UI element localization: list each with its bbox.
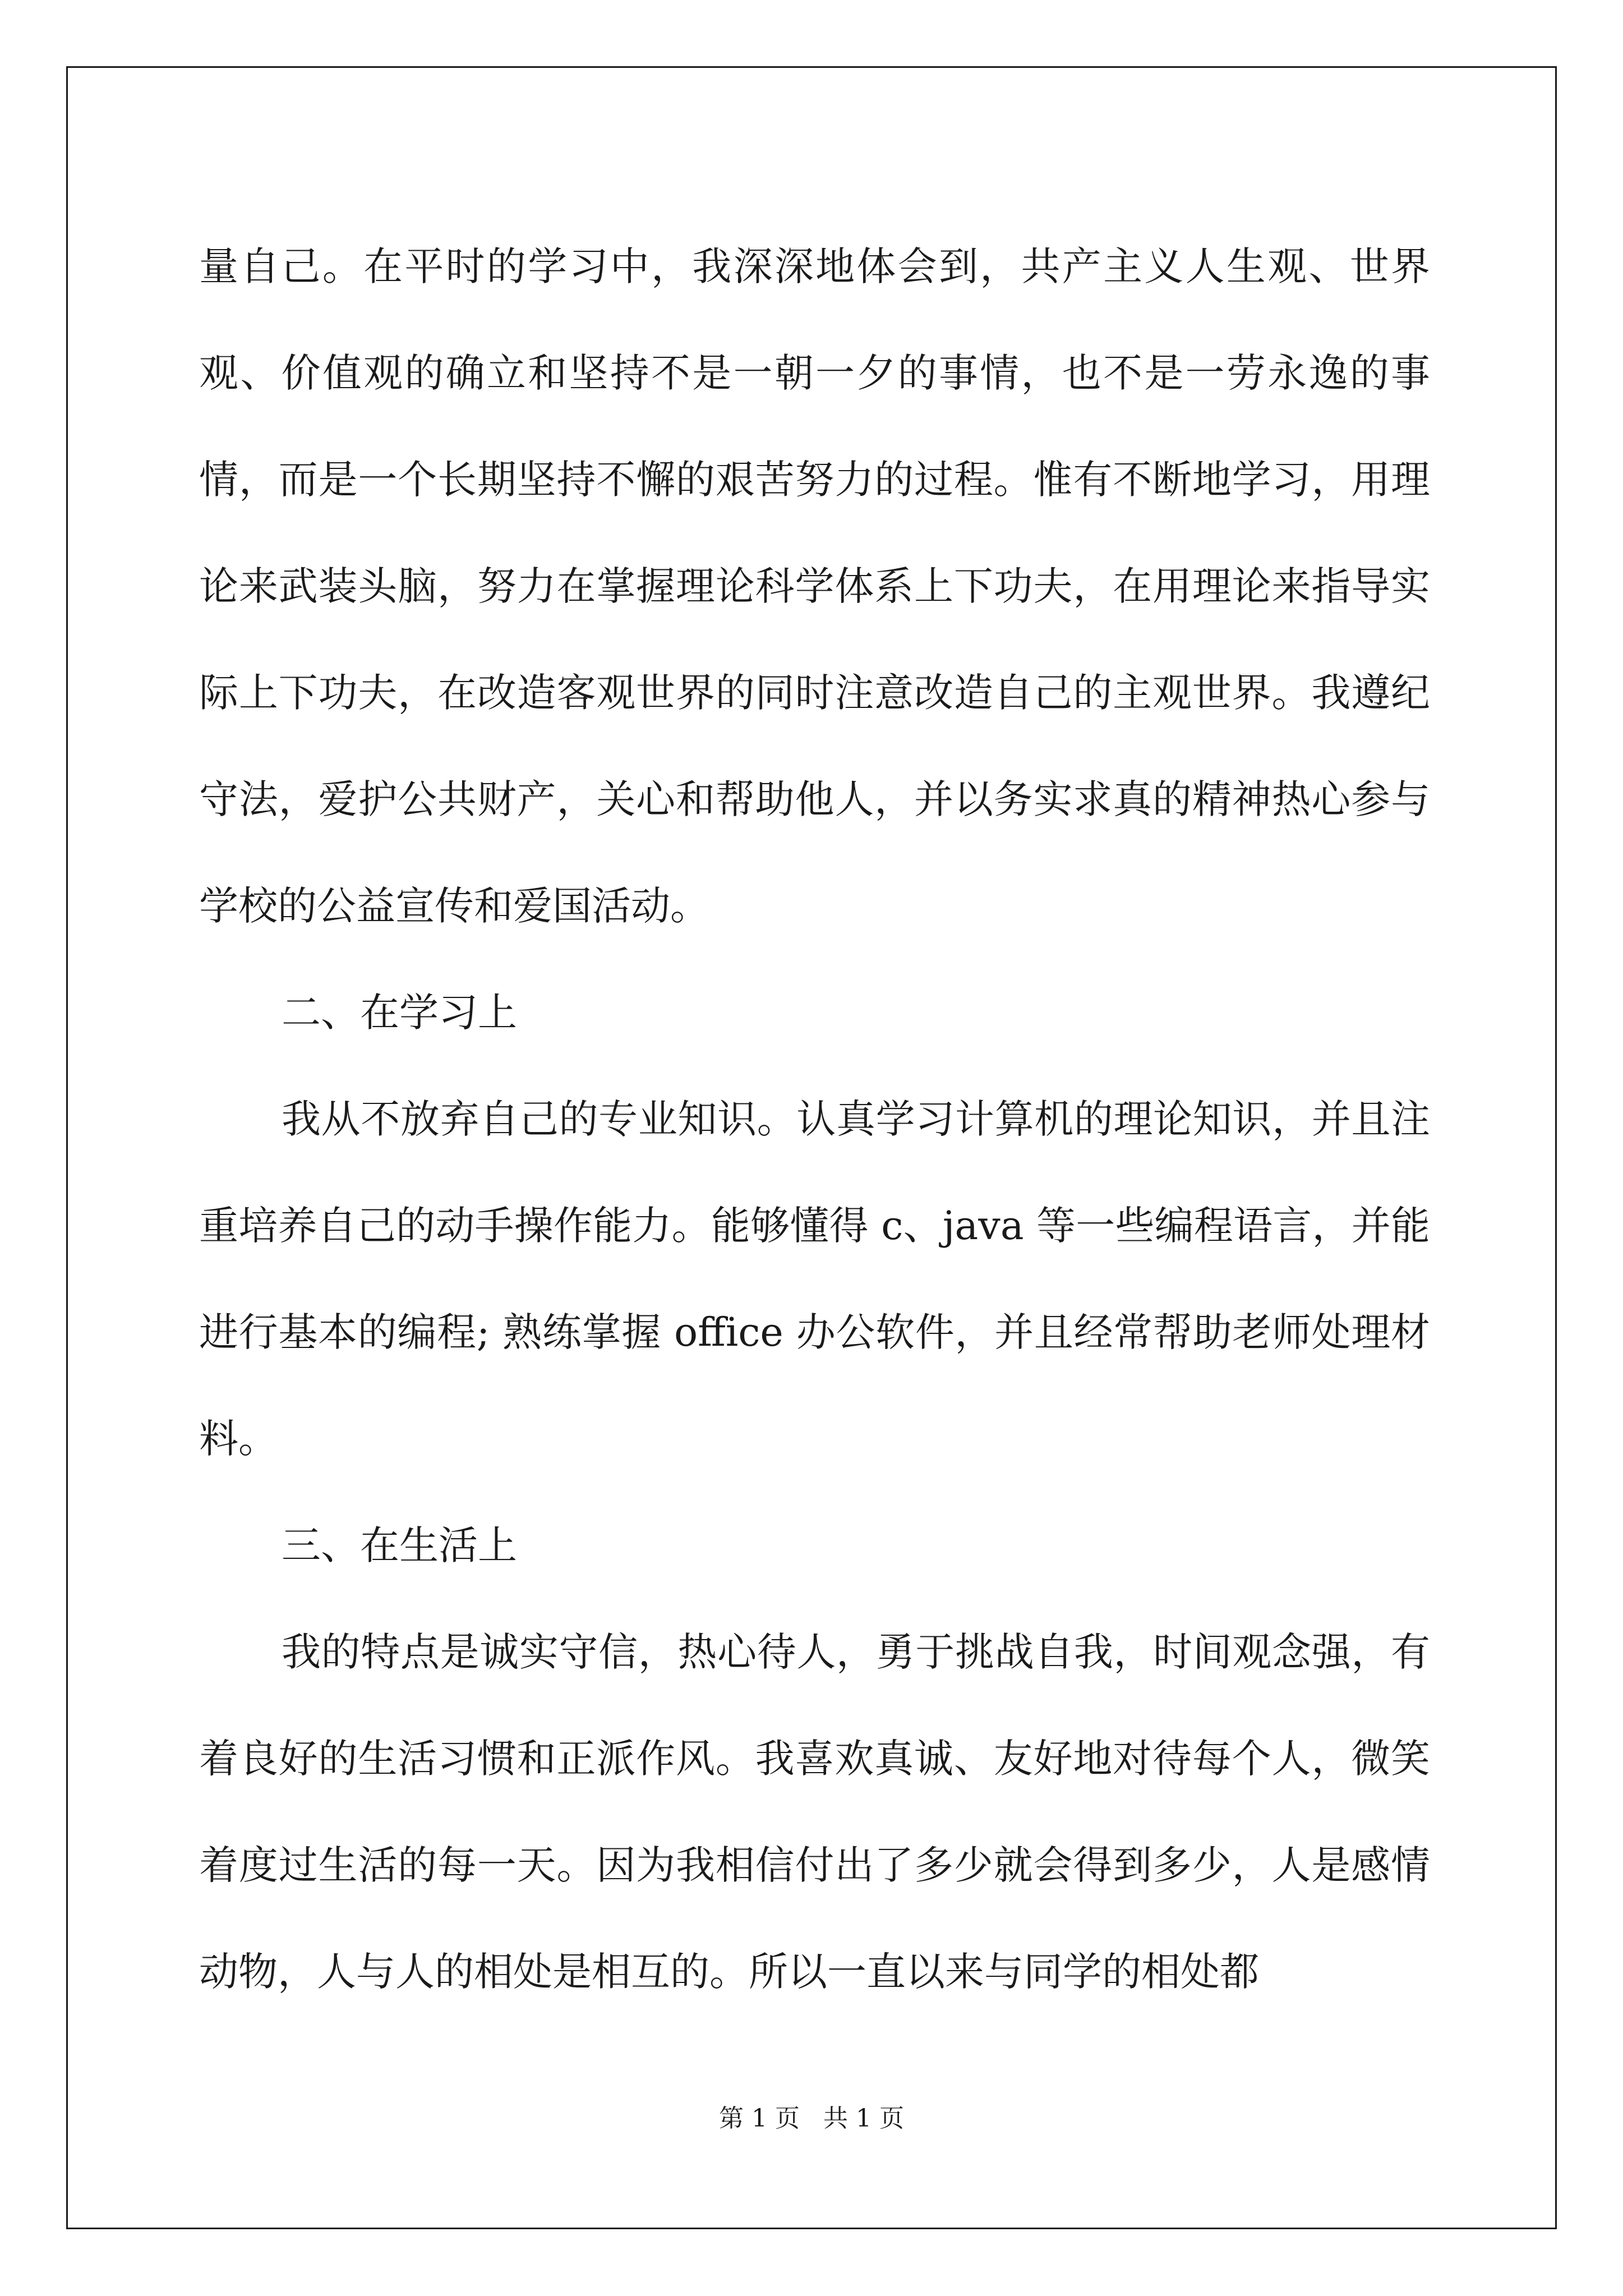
- section-heading-study: 二、在学习上: [282, 990, 517, 1036]
- section-heading-life: 三、在生活上: [282, 1522, 517, 1568]
- paragraph-study: 我从不放弃自己的专业知识。认真学习计算机的理论知识，并且注重培养自己的动手操作能力。能够懂得 c、java 等一些编程语言，并能进行基本的编程; 熟练掌握 office 办公软件，并且经常帮助老师处理材料。: [199, 1096, 1430, 1462]
- document-body: [199, 213, 1430, 2025]
- page-footer: 第 1 页 共 1 页: [719, 2104, 904, 2133]
- paragraph-life: 我的特点是诚实守信，热心待人，勇于挑战自我，时间观念强，有着良好的生活习惯和正派作风。我喜欢真诚、友好地对待每个人，微笑着度过生活的每一天。因为我相信付出了多少就会得到多少，人是感情动物，人与人的相处是相互的。所以一直以来与同学的相处都: [199, 1629, 1430, 1995]
- paragraph-political-thought: 量自己。在平时的学习中，我深深地体会到，共产主义人生观、世界观、价值观的确立和坚持不是一朝一夕的事情，也不是一劳永逸的事情，而是一个长期坚持不懈的艰苦努力的过程。惟有不断地学习，用理论来武装头脑，努力在掌握理论科学体系上下功夫，在用理论来指导实际上下功夫，在改造客观世界的同时注意改造自己的主观世界。我遵纪守法，爱护公共财产，关心和帮助他人，并以务实求真的精神热心参与学校的公益宣传和爱国活动。: [199, 243, 1430, 929]
